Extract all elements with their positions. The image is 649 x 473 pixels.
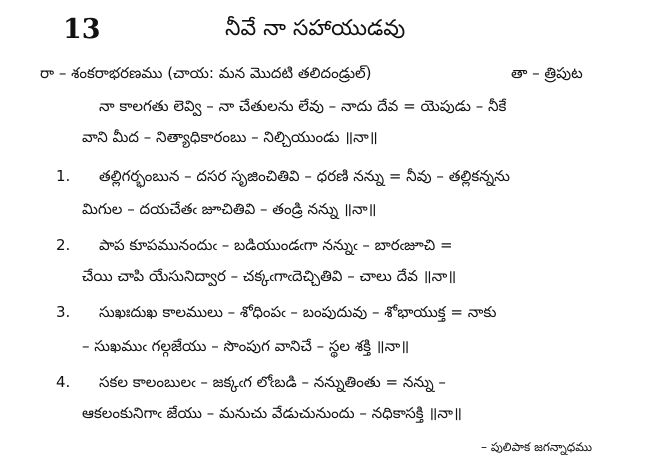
verse-4-number: 4. — [56, 373, 71, 391]
raga-line: రా – శంకరాభరణము (చాయ: మన మొదటి తలిదండ్రుల్) — [40, 64, 372, 82]
verse-1-number: 1. — [56, 167, 71, 185]
verse-2-line-2: చేయి చాపి యేసునిద్వార – చక్కఁగాఁదెచ్చితివి – చాలు దేవ ॥నా॥ — [82, 267, 457, 285]
verse-3-line-1: సుఖఃదుఖ కాలములు – శోధింపఁ – బంపుదువు – శోభాయుక్త = నాకు — [99, 303, 497, 321]
verse-3-line-2: – సుఖముఁ గల్గజేయు – సొంపుగ వానిచే – స్థల శక్తి ॥నా॥ — [82, 337, 410, 355]
verse-1-line-2: మిగుల – దయచేతఁ జూచితివి – తండ్రి నన్ను ॥నా॥ — [82, 200, 377, 218]
hymn-number: 13 — [63, 14, 101, 45]
hymn-title: నీవే నా సహాయుడవు — [225, 16, 406, 41]
verse-4-line-2: ఆకలంకునిగాఁ జేయు – మనుచు వేడుచునుందు – నధికాసక్తి ॥నా॥ — [82, 404, 462, 422]
pallavi-line-2: వాని మీద – నిత్యాధికారంబు – నిల్చియుండు ॥నా॥ — [82, 128, 378, 146]
verse-3-number: 3. — [56, 303, 71, 321]
verse-1-line-1: తల్లిగర్భంబున – దసర సృజించితివి – ధరణి నన్ను = నీవు – తల్లికన్నను — [99, 167, 510, 185]
author-credit: – పులిపాక జగన్నాధము — [481, 440, 593, 454]
verse-4-line-1: సకల కాలంబులఁ – జక్కఁగ లోఁబడి – నన్నుతింతు = నన్ను – — [99, 373, 446, 391]
pallavi-line-1: నా కాలగతు లెవ్వి – నా చేతులను లేవు – నాదు దేవ = యెపుడు – నీకే — [99, 97, 507, 115]
tala-line: తా – త్రిపుట — [511, 64, 583, 82]
verse-2-line-1: పాప కూపమునందుఁ – బడియుండఁగా నన్నుఁ – బారఁజూచి = — [99, 236, 453, 254]
verse-2-number: 2. — [56, 236, 71, 254]
